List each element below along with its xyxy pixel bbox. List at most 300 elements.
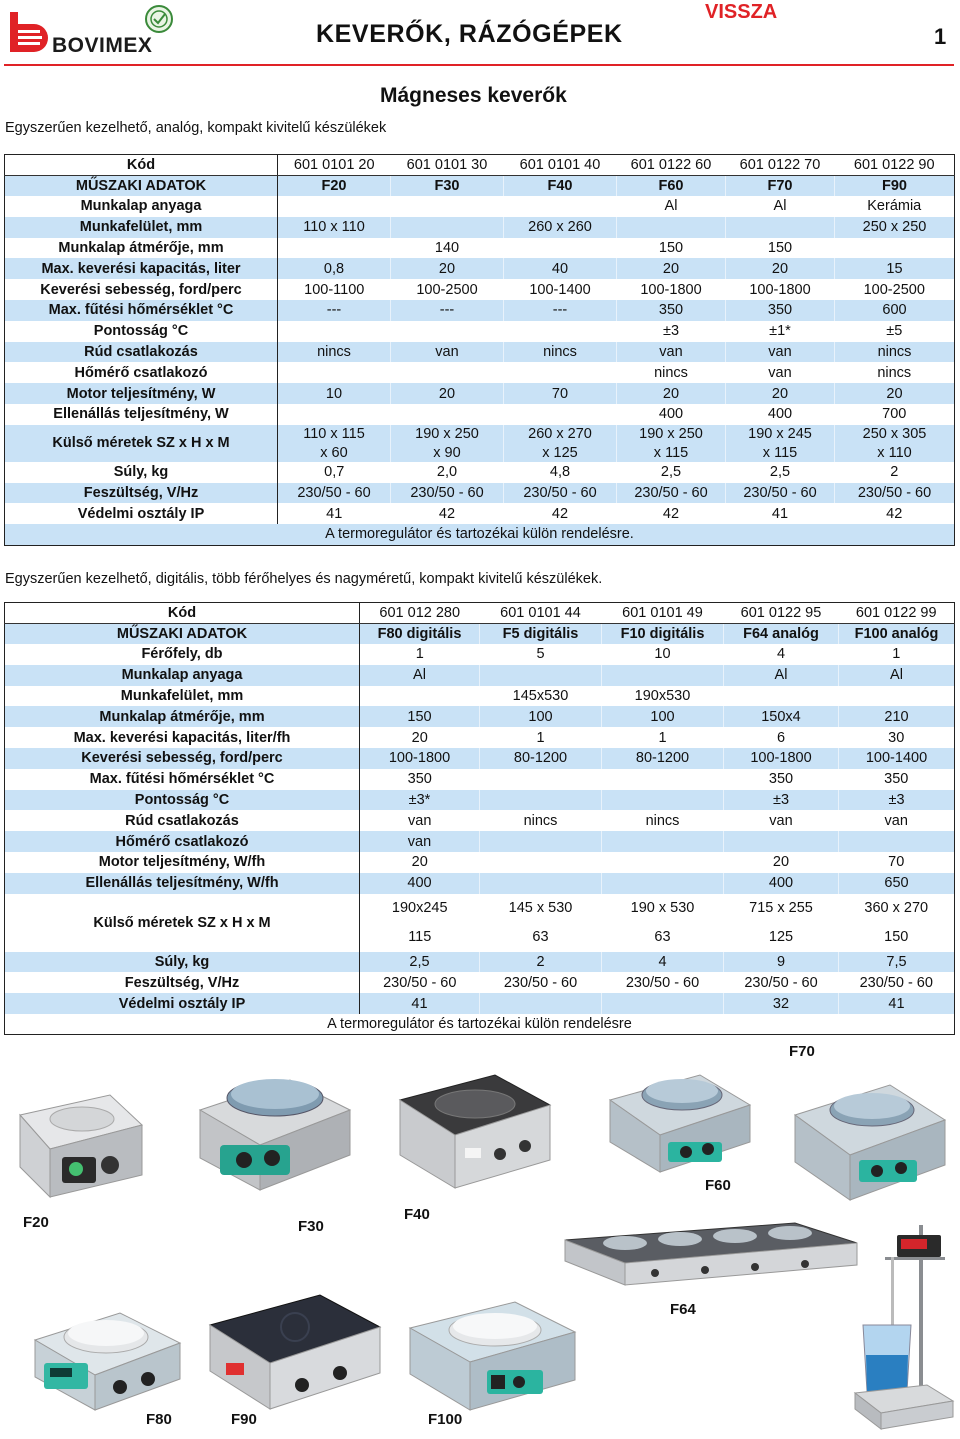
table-cell: 100-2500 bbox=[863, 281, 925, 298]
table-cell: ±3* bbox=[360, 790, 480, 811]
table-row bbox=[5, 952, 955, 973]
table-cell: 230/50 - 60 bbox=[744, 974, 818, 991]
table-cell bbox=[602, 831, 724, 852]
table-cell: 1 bbox=[658, 729, 667, 746]
table-cell bbox=[504, 321, 617, 342]
table-cell bbox=[360, 686, 480, 707]
table1-intro: Egyszerűen kezelhető, analóg, kompakt kivitelű készülékek bbox=[5, 120, 387, 136]
table-cell bbox=[835, 238, 955, 259]
table-cell: 1 bbox=[415, 646, 424, 663]
table-cell: F64 analóg bbox=[724, 623, 839, 644]
table-cell: 100 bbox=[480, 706, 602, 727]
table-cell: 20 bbox=[835, 383, 955, 404]
table-cell: 7,5 bbox=[839, 952, 955, 973]
table-cell: 100-1800 bbox=[749, 281, 811, 298]
table-cell: 80-1200 bbox=[480, 748, 602, 769]
table-cell bbox=[391, 362, 504, 383]
table-cell: F10 digitális bbox=[602, 623, 724, 644]
magnetic-stirrer-icon bbox=[775, 1060, 955, 1210]
table-cell bbox=[839, 831, 955, 852]
table-cell bbox=[480, 769, 602, 790]
table-cell bbox=[278, 404, 391, 425]
product-label-f40: F40 bbox=[404, 1206, 430, 1223]
table-cell: F20 bbox=[278, 175, 391, 196]
table-cell: Kerámia bbox=[867, 198, 922, 215]
table-cell: 400 bbox=[724, 873, 839, 894]
table-cell bbox=[278, 196, 391, 217]
table-cell: 41 bbox=[326, 505, 343, 522]
table-cell: van bbox=[768, 364, 792, 381]
brand-name: BOVIMEX bbox=[52, 34, 153, 57]
table-cell: 100-1400 bbox=[529, 281, 591, 298]
table-cell: 5 bbox=[536, 646, 545, 663]
table-cell: Al bbox=[664, 198, 678, 215]
table-cell: 110 x 115 bbox=[278, 425, 391, 444]
table-row bbox=[5, 258, 955, 279]
table-cell: 20 bbox=[411, 854, 428, 871]
magnetic-stirrer-icon bbox=[590, 1050, 760, 1180]
table-cell: van bbox=[726, 342, 835, 363]
table-cell: 230/50 - 60 bbox=[835, 483, 955, 504]
product-label-f30: F30 bbox=[298, 1218, 324, 1235]
table-cell: 601 0101 40 bbox=[504, 155, 617, 176]
table-cell: 190 x 530 bbox=[630, 900, 695, 917]
table-cell: 210 bbox=[839, 706, 955, 727]
table-cell: nincs bbox=[278, 342, 391, 363]
table-cell: F5 digitális bbox=[480, 623, 602, 644]
table-cell bbox=[278, 238, 391, 259]
table-row bbox=[5, 155, 955, 176]
table-cell bbox=[480, 873, 602, 894]
table-cell: 601 0122 90 bbox=[835, 155, 955, 176]
table-row bbox=[5, 196, 955, 217]
table-cell: 260 x 270 bbox=[504, 425, 617, 444]
table-cell: 20 bbox=[617, 383, 726, 404]
table-cell: 4 bbox=[602, 952, 724, 973]
table-cell: F90 bbox=[835, 175, 955, 196]
table-cell: x 110 bbox=[835, 443, 955, 462]
table-cell: 100-1800 bbox=[360, 748, 480, 769]
table-cell: 190 x 250 bbox=[617, 425, 726, 444]
table-row bbox=[5, 727, 955, 748]
table-cell: Al bbox=[839, 665, 955, 686]
table-cell: van bbox=[884, 812, 908, 829]
table-cell: 2,5 bbox=[360, 952, 480, 973]
row-label: Munkalap anyaga bbox=[5, 665, 360, 686]
table-cell: 0,8 bbox=[278, 258, 391, 279]
table-cell: 601 012 280 bbox=[360, 603, 480, 624]
bovimex-logo bbox=[4, 4, 174, 58]
bovimex-mark-icon bbox=[8, 10, 50, 56]
table2-intro: Egyszerűen kezelhető, digitális, több férőhelyes és nagyméretű, kompakt kivitelű készülékek. bbox=[5, 571, 603, 587]
table-cell: ±3 bbox=[839, 790, 955, 811]
table-footnote-row bbox=[5, 1014, 955, 1035]
row-label: Max. keverési kapacitás, liter/fh bbox=[5, 727, 360, 748]
table-cell: 230/50 - 60 bbox=[278, 483, 391, 504]
table-row bbox=[5, 383, 955, 404]
table-cell: 150x4 bbox=[724, 706, 839, 727]
header-divider bbox=[4, 64, 954, 66]
page-number: 1 bbox=[934, 24, 947, 49]
row-label: Max. fűtési hőmérséklet °C bbox=[5, 300, 278, 321]
row-label: Keverési sebesség, ford/perc bbox=[5, 279, 278, 300]
table-cell: van bbox=[617, 342, 726, 363]
table-cell: ±1* bbox=[769, 323, 791, 340]
table-cell bbox=[726, 217, 835, 238]
table-cell: nincs bbox=[877, 364, 912, 381]
table-cell bbox=[602, 665, 724, 686]
row-label: Pontosság °C bbox=[5, 321, 278, 342]
row-label: Hőmérő csatlakozó bbox=[5, 831, 360, 852]
table-cell: x 125 bbox=[504, 443, 617, 462]
table-cell: 41 bbox=[771, 505, 789, 522]
table-cell: 601 0101 30 bbox=[391, 155, 504, 176]
row-label: Kód bbox=[5, 155, 278, 176]
table-cell: 80-1200 bbox=[602, 748, 724, 769]
table-cell: ±5 bbox=[886, 323, 903, 340]
table-cell: 400 bbox=[767, 406, 793, 423]
table-cell: 100-2500 bbox=[416, 281, 478, 298]
table-cell: 230/50 - 60 bbox=[617, 483, 726, 504]
table-cell: nincs bbox=[654, 364, 688, 381]
table-cell bbox=[602, 873, 724, 894]
table-cell: 32 bbox=[724, 993, 839, 1014]
table-row bbox=[5, 503, 955, 524]
table-row bbox=[5, 238, 955, 259]
table-cell bbox=[278, 362, 391, 383]
magnetic-stirrer-icon bbox=[395, 1290, 585, 1415]
table-cell: 125 bbox=[768, 929, 794, 946]
table-cell: 41 bbox=[839, 993, 955, 1014]
table-cell bbox=[391, 196, 504, 217]
table-cell: 30 bbox=[888, 729, 905, 746]
table-cell: 2,0 bbox=[436, 464, 458, 481]
table-cell bbox=[480, 790, 602, 811]
table-cell: 42 bbox=[438, 505, 456, 522]
table-cell: 360 x 270 bbox=[864, 900, 929, 917]
table-cell bbox=[504, 362, 617, 383]
table-cell: 70 bbox=[504, 383, 617, 404]
product-label-f20: F20 bbox=[23, 1214, 49, 1231]
table-cell: 230/50 - 60 bbox=[504, 483, 617, 504]
table-cell: 190x245 bbox=[391, 900, 448, 917]
table-cell: 20 bbox=[726, 258, 835, 279]
table-cell: 250 x 305 bbox=[835, 425, 955, 444]
table-row bbox=[5, 603, 955, 624]
row-label: Férőfely, db bbox=[5, 644, 360, 665]
table-row bbox=[5, 993, 955, 1014]
table-row bbox=[5, 748, 955, 769]
quality-seal-icon bbox=[144, 4, 174, 34]
table-cell: 260 x 260 bbox=[504, 217, 617, 238]
table-row bbox=[5, 175, 955, 196]
table-row bbox=[5, 873, 955, 894]
table-cell: van bbox=[391, 342, 504, 363]
table-cell: 20 bbox=[391, 383, 504, 404]
table-cell: Al bbox=[773, 198, 787, 215]
table-cell: 601 0122 99 bbox=[839, 603, 955, 624]
table-cell: 10 bbox=[654, 646, 671, 663]
row-label: Súly, kg bbox=[5, 462, 278, 483]
table-cell: nincs bbox=[504, 342, 617, 363]
table-cell: 9 bbox=[724, 952, 839, 973]
table-row bbox=[5, 483, 955, 504]
table-cell: F70 bbox=[726, 175, 835, 196]
table-cell: 1 bbox=[536, 729, 545, 746]
table-cell: 2 bbox=[480, 952, 602, 973]
row-label: Motor teljesítmény, W/fh bbox=[5, 852, 360, 873]
table-cell: 63 bbox=[532, 929, 549, 946]
row-label: Munkalap átmérője, mm bbox=[5, 706, 360, 727]
table-cell: 700 bbox=[882, 406, 907, 423]
product-label-f64: F64 bbox=[670, 1301, 696, 1318]
table-footnote-row bbox=[5, 524, 955, 545]
table-cell: 100-1800 bbox=[724, 748, 839, 769]
row-label: Munkalap átmérője, mm bbox=[5, 238, 278, 259]
table-cell bbox=[724, 686, 839, 707]
table-cell: 20 bbox=[617, 258, 726, 279]
page-title: KEVERŐK, RÁZÓGÉPEK bbox=[316, 20, 623, 48]
table-row bbox=[5, 790, 955, 811]
table-cell: F40 bbox=[504, 175, 617, 196]
table-cell: 70 bbox=[888, 854, 905, 871]
table-cell: 715 x 255 bbox=[749, 900, 813, 917]
table-row bbox=[5, 462, 955, 483]
row-label: Ellenállás teljesítmény, W/fh bbox=[5, 873, 360, 894]
table-cell: 601 0101 49 bbox=[602, 603, 724, 624]
row-label: Külső méretek SZ x H x M bbox=[5, 894, 360, 952]
table-cell: 42 bbox=[551, 505, 569, 522]
table-cell: --- bbox=[504, 300, 617, 321]
table-cell: 2,5 bbox=[769, 464, 791, 481]
table-cell: 20 bbox=[391, 258, 504, 279]
row-label: Feszültség, V/Hz bbox=[5, 972, 360, 993]
table-cell: Al bbox=[360, 665, 480, 686]
table-cell: 2,5 bbox=[660, 464, 682, 481]
table-cell: 650 bbox=[839, 873, 955, 894]
table-cell: 230/50 - 60 bbox=[859, 974, 933, 991]
table-row bbox=[5, 665, 955, 686]
row-label: Védelmi osztály IP bbox=[5, 993, 360, 1014]
row-label: Kód bbox=[5, 603, 360, 624]
table-cell: 601 0101 20 bbox=[278, 155, 391, 176]
row-label: MŰSZAKI ADATOK bbox=[5, 175, 278, 196]
table-cell: 190 x 245 bbox=[726, 425, 835, 444]
table-cell bbox=[602, 852, 724, 873]
table-cell bbox=[724, 831, 839, 852]
table-cell: 145x530 bbox=[512, 688, 569, 705]
table-cell: ±3 bbox=[724, 790, 839, 811]
table-cell: nincs bbox=[523, 812, 558, 829]
table-footnote: A termoregulátor és tartozékai külön rendelésre bbox=[327, 1016, 632, 1033]
table-row bbox=[5, 810, 955, 831]
table-cell: 63 bbox=[654, 929, 671, 946]
table-cell: 190 x 250 bbox=[391, 425, 504, 444]
magnetic-stirrer-icon bbox=[385, 1060, 560, 1200]
digital-stirrers-table bbox=[4, 602, 955, 1035]
table-cell bbox=[278, 321, 391, 342]
table-cell: 20 bbox=[411, 729, 428, 746]
table-cell: 115 bbox=[408, 929, 432, 946]
row-label: Motor teljesítmény, W bbox=[5, 383, 278, 404]
table-cell: x 90 bbox=[391, 443, 504, 462]
table-row bbox=[5, 217, 955, 238]
table-cell bbox=[480, 831, 602, 852]
analog-stirrers-table bbox=[4, 154, 955, 546]
row-label: Súly, kg bbox=[5, 952, 360, 973]
magnetic-stirrer-icon bbox=[190, 1285, 390, 1415]
row-label: Feszültség, V/Hz bbox=[5, 483, 278, 504]
row-label: Max. fűtési hőmérséklet °C bbox=[5, 769, 360, 790]
table-cell: 350 bbox=[617, 300, 726, 321]
table-cell: 230/50 - 60 bbox=[391, 483, 504, 504]
table-cell bbox=[391, 404, 504, 425]
table-cell bbox=[602, 993, 724, 1014]
product-label-f100: F100 bbox=[428, 1411, 463, 1428]
table-cell: 350 bbox=[407, 771, 432, 788]
table-cell: 100 bbox=[602, 706, 724, 727]
table-row bbox=[5, 706, 955, 727]
table-cell: F100 analóg bbox=[839, 623, 955, 644]
row-label: Munkalap anyaga bbox=[5, 196, 278, 217]
row-label: Munkafelület, mm bbox=[5, 217, 278, 238]
table-row bbox=[5, 831, 955, 852]
table-cell: 150 bbox=[360, 706, 480, 727]
table-cell: 140 bbox=[434, 240, 460, 257]
table-cell: 2 bbox=[890, 464, 899, 481]
table-cell: F80 digitális bbox=[360, 623, 480, 644]
product-label-f80: F80 bbox=[146, 1411, 172, 1428]
table-row bbox=[5, 852, 955, 873]
row-label: Munkafelület, mm bbox=[5, 686, 360, 707]
magnetic-stirrer-icon bbox=[555, 1215, 865, 1290]
row-label: Hőmérő csatlakozó bbox=[5, 362, 278, 383]
table-cell bbox=[504, 238, 617, 259]
table-cell: 10 bbox=[278, 383, 391, 404]
table-cell: 6 bbox=[776, 729, 786, 746]
table-cell: 40 bbox=[504, 258, 617, 279]
row-label: Keverési sebesség, ford/perc bbox=[5, 748, 360, 769]
product-label-f90: F90 bbox=[231, 1411, 257, 1428]
table-cell bbox=[504, 404, 617, 425]
table-cell: 601 0122 95 bbox=[724, 603, 839, 624]
table-row bbox=[5, 623, 955, 644]
table-cell bbox=[391, 217, 504, 238]
table-cell: x 115 bbox=[726, 443, 835, 462]
table-cell: x 60 bbox=[278, 443, 391, 462]
table-cell: 230/50 - 60 bbox=[625, 974, 700, 991]
product-label-f70: F70 bbox=[789, 1043, 815, 1060]
row-label: Védelmi osztály IP bbox=[5, 503, 278, 524]
table-cell: 400 bbox=[360, 873, 480, 894]
table-cell: 400 bbox=[658, 406, 684, 423]
table-cell bbox=[504, 196, 617, 217]
table-row bbox=[5, 972, 955, 993]
table-cell: 150 bbox=[658, 240, 684, 257]
table-cell: 145 x 530 bbox=[508, 900, 573, 917]
table-row bbox=[5, 894, 955, 923]
table-cell: 250 x 250 bbox=[835, 217, 955, 238]
table-cell: F60 bbox=[617, 175, 726, 196]
table-cell: 41 bbox=[360, 993, 480, 1014]
table-cell: --- bbox=[278, 300, 391, 321]
product-label-f60: F60 bbox=[705, 1177, 731, 1194]
table-cell: nincs bbox=[835, 342, 955, 363]
table-cell: Al bbox=[724, 665, 839, 686]
table-row bbox=[5, 404, 955, 425]
table-footnote: A termoregulátor és tartozékai külön rendelésre. bbox=[5, 524, 955, 545]
table-cell: 100-1400 bbox=[839, 748, 955, 769]
table-cell: 1 bbox=[892, 646, 901, 663]
table-cell: 601 0122 70 bbox=[726, 155, 835, 176]
table-cell: 150 bbox=[767, 240, 793, 257]
table-cell: 600 bbox=[835, 300, 955, 321]
table-row bbox=[5, 686, 955, 707]
magnetic-stirrer-icon bbox=[20, 1295, 190, 1415]
table-row bbox=[5, 321, 955, 342]
table-cell: 350 bbox=[768, 771, 794, 788]
magnetic-stirrer-icon bbox=[10, 1085, 150, 1205]
table-cell: 230/50 - 60 bbox=[383, 974, 457, 991]
table-row bbox=[5, 300, 955, 321]
table-cell: 15 bbox=[835, 258, 955, 279]
row-label: Ellenállás teljesítmény, W bbox=[5, 404, 278, 425]
row-label: Külső méretek SZ x H x M bbox=[5, 425, 278, 462]
table-cell bbox=[480, 993, 602, 1014]
table-cell: x 115 bbox=[617, 443, 726, 462]
table-cell: 110 x 110 bbox=[278, 217, 391, 238]
table-cell: 100-1100 bbox=[304, 281, 365, 298]
row-label: Rúd csatlakozás bbox=[5, 342, 278, 363]
table-cell: nincs bbox=[645, 812, 680, 829]
table-cell: 230/50 - 60 bbox=[503, 974, 578, 991]
row-label: MŰSZAKI ADATOK bbox=[5, 623, 360, 644]
table-cell: 100-1800 bbox=[640, 281, 702, 298]
table-row bbox=[5, 644, 955, 665]
table-row bbox=[5, 362, 955, 383]
table-row bbox=[5, 769, 955, 790]
table-cell: --- bbox=[391, 300, 504, 321]
table-cell bbox=[839, 686, 955, 707]
section-title: Mágneses keverők bbox=[380, 84, 567, 107]
table-cell: 42 bbox=[662, 505, 680, 522]
table-cell: 150 bbox=[884, 929, 909, 946]
table-cell: 601 0101 44 bbox=[480, 603, 602, 624]
table-cell: 20 bbox=[726, 383, 835, 404]
back-link[interactable]: VISSZA bbox=[705, 1, 778, 23]
table-cell bbox=[617, 217, 726, 238]
table-cell: 190x530 bbox=[634, 688, 691, 705]
table-cell: 230/50 - 60 bbox=[726, 483, 835, 504]
table-cell: 0,7 bbox=[324, 464, 345, 481]
table-cell bbox=[602, 790, 724, 811]
row-label: Pontosság °C bbox=[5, 790, 360, 811]
table-cell bbox=[602, 769, 724, 790]
table-cell: 350 bbox=[884, 771, 909, 788]
table-cell: 20 bbox=[772, 854, 790, 871]
table-cell bbox=[391, 321, 504, 342]
row-label: Max. keverési kapacitás, liter bbox=[5, 258, 278, 279]
table-cell bbox=[480, 665, 602, 686]
table-cell: 42 bbox=[886, 505, 903, 522]
table-cell: van bbox=[408, 812, 432, 829]
table-cell: F30 bbox=[391, 175, 504, 196]
table-row bbox=[5, 425, 955, 444]
table-cell: ±3 bbox=[662, 323, 680, 340]
magnetic-stirrer-icon bbox=[855, 1215, 955, 1435]
table-cell bbox=[480, 852, 602, 873]
table-cell: 350 bbox=[726, 300, 835, 321]
